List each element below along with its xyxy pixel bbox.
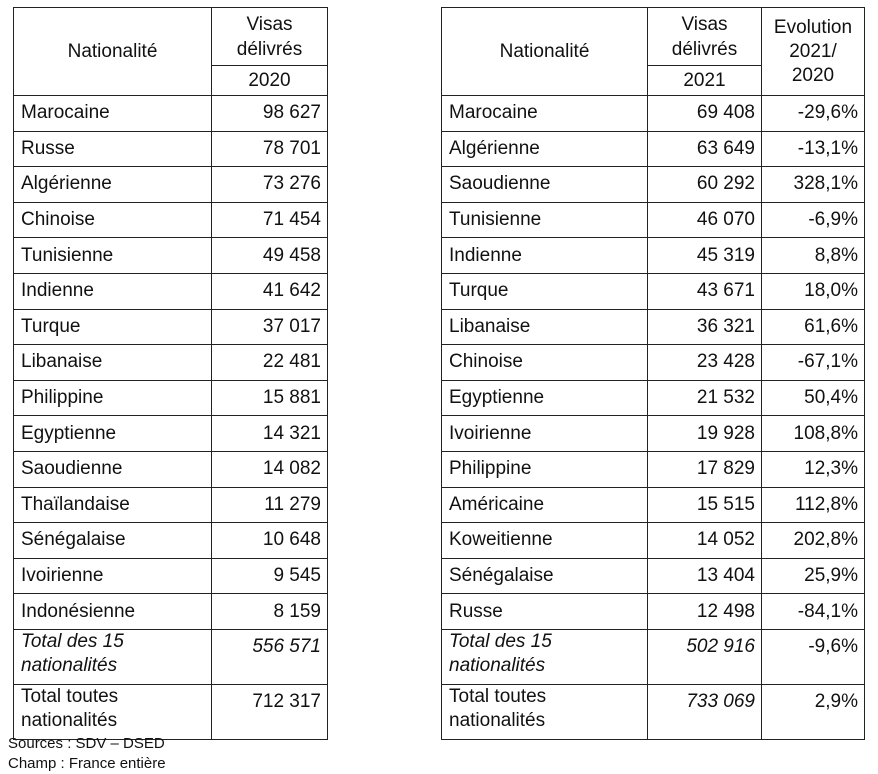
table-row (14, 273, 328, 309)
header-nationality: Nationalité (14, 8, 212, 96)
table-row (14, 380, 328, 416)
evolution-cell: -84,1% (762, 594, 865, 630)
header-visas: Visas délivrés (648, 8, 762, 66)
visas-cell: 19 928 (648, 416, 762, 452)
header-evolution: Evolution 2021/ 2020 (762, 8, 865, 96)
visas-cell: 73 276 (212, 167, 328, 203)
nationality-cell: Indienne (442, 238, 648, 274)
nationality-cell: Thaïlandaise (14, 487, 212, 523)
table-row (14, 167, 328, 203)
table-row (14, 309, 328, 345)
table-row (14, 558, 328, 594)
visas-cell: 14 052 (648, 523, 762, 559)
table-row (442, 416, 865, 452)
nationality-cell: Algérienne (442, 131, 648, 167)
visas-cell: 13 404 (648, 558, 762, 594)
visas-cell: 63 649 (648, 131, 762, 167)
table-row (14, 451, 328, 487)
evolution-cell: 12,3% (762, 451, 865, 487)
evolution-cell: 18,0% (762, 273, 865, 309)
header-year: 2021 (648, 66, 762, 96)
visas-cell: 49 458 (212, 238, 328, 274)
table-row (442, 345, 865, 381)
visas-cell: 9 545 (212, 558, 328, 594)
evolution-cell: 112,8% (762, 487, 865, 523)
nationality-cell: Libanaise (442, 309, 648, 345)
evolution-cell: 108,8% (762, 416, 865, 452)
visas-cell: 78 701 (212, 131, 328, 167)
scope-note: Champ : France entière (8, 755, 166, 772)
table-row (14, 238, 328, 274)
visas-cell: 36 321 (648, 309, 762, 345)
table-row (442, 202, 865, 238)
nationality-cell: Américaine (442, 487, 648, 523)
table-row (442, 594, 865, 630)
header-year: 2020 (212, 66, 328, 96)
total-all-label: Total toutes nationalités (14, 684, 212, 739)
visas-cell: 98 627 (212, 96, 328, 132)
visas-cell: 21 532 (648, 380, 762, 416)
total-15-label: Total des 15 nationalités (442, 629, 648, 684)
visas-cell: 60 292 (648, 167, 762, 203)
nationality-cell: Ivoirienne (442, 416, 648, 452)
nationality-cell: Chinoise (14, 202, 212, 238)
table-body (442, 96, 865, 630)
total-all-label: Total toutes nationalités (442, 684, 648, 739)
nationality-cell: Libanaise (14, 345, 212, 381)
table-row (442, 96, 865, 132)
nationality-cell: Russe (14, 131, 212, 167)
visas-cell: 37 017 (212, 309, 328, 345)
evolution-cell: 50,4% (762, 380, 865, 416)
table-row (14, 131, 328, 167)
total-all-value: 733 069 (648, 684, 762, 739)
nationality-cell: Russe (442, 594, 648, 630)
table-row (442, 309, 865, 345)
nationality-cell: Saoudienne (442, 167, 648, 203)
nationality-cell: Tunisienne (442, 202, 648, 238)
total-15-label: Total des 15 nationalités (14, 629, 212, 684)
total-15-evolution: -9,6% (762, 629, 865, 684)
visas-cell: 69 408 (648, 96, 762, 132)
visas-cell: 22 481 (212, 345, 328, 381)
table-row (442, 238, 865, 274)
visas-cell: 14 321 (212, 416, 328, 452)
nationality-cell: Turque (442, 273, 648, 309)
visas-cell: 17 829 (648, 451, 762, 487)
sources-note: Sources : SDV – DSED (8, 735, 165, 752)
visas-2020-table (13, 7, 328, 740)
nationality-cell: Marocaine (14, 96, 212, 132)
table-row (14, 523, 328, 559)
table-row (442, 558, 865, 594)
total-15-value: 502 916 (648, 629, 762, 684)
evolution-cell: 8,8% (762, 238, 865, 274)
nationality-cell: Turque (14, 309, 212, 345)
table-row (14, 345, 328, 381)
nationality-cell: Koweitienne (442, 523, 648, 559)
nationality-cell: Marocaine (442, 96, 648, 132)
evolution-cell: 202,8% (762, 523, 865, 559)
table-row (442, 273, 865, 309)
total-all-evolution: 2,9% (762, 684, 865, 739)
evolution-cell: 328,1% (762, 167, 865, 203)
table-row (442, 523, 865, 559)
visas-cell: 12 498 (648, 594, 762, 630)
table-row (442, 131, 865, 167)
evolution-cell: 25,9% (762, 558, 865, 594)
nationality-cell: Algérienne (14, 167, 212, 203)
nationality-cell: Egyptienne (14, 416, 212, 452)
nationality-cell: Sénégalaise (14, 523, 212, 559)
table-row (14, 202, 328, 238)
visas-cell: 46 070 (648, 202, 762, 238)
table-row (14, 487, 328, 523)
visas-cell: 14 082 (212, 451, 328, 487)
nationality-cell: Ivoirienne (14, 558, 212, 594)
visas-cell: 8 159 (212, 594, 328, 630)
header-visas: Visas délivrés (212, 8, 328, 66)
visas-cell: 43 671 (648, 273, 762, 309)
evolution-cell: -13,1% (762, 131, 865, 167)
visas-cell: 23 428 (648, 345, 762, 381)
nationality-cell: Egyptienne (442, 380, 648, 416)
table-row (14, 594, 328, 630)
table-body (14, 96, 328, 630)
visas-cell: 10 648 (212, 523, 328, 559)
footer-notes (8, 734, 166, 774)
nationality-cell: Indienne (14, 273, 212, 309)
table-row (442, 487, 865, 523)
nationality-cell: Philippine (442, 451, 648, 487)
visas-cell: 15 515 (648, 487, 762, 523)
table-row (442, 451, 865, 487)
evolution-cell: -67,1% (762, 345, 865, 381)
table-row (14, 96, 328, 132)
table-row (442, 380, 865, 416)
table-row (442, 167, 865, 203)
header-nationality: Nationalité (442, 8, 648, 96)
evolution-cell: -29,6% (762, 96, 865, 132)
evolution-cell: -6,9% (762, 202, 865, 238)
visas-cell: 41 642 (212, 273, 328, 309)
nationality-cell: Sénégalaise (442, 558, 648, 594)
visas-2021-table (441, 7, 865, 740)
visas-cell: 71 454 (212, 202, 328, 238)
nationality-cell: Tunisienne (14, 238, 212, 274)
nationality-cell: Indonésienne (14, 594, 212, 630)
nationality-cell: Saoudienne (14, 451, 212, 487)
visas-cell: 15 881 (212, 380, 328, 416)
evolution-cell: 61,6% (762, 309, 865, 345)
nationality-cell: Chinoise (442, 345, 648, 381)
visas-cell: 11 279 (212, 487, 328, 523)
visas-cell: 45 319 (648, 238, 762, 274)
total-all-value: 712 317 (212, 684, 328, 739)
table-row (14, 416, 328, 452)
nationality-cell: Philippine (14, 380, 212, 416)
total-15-value: 556 571 (212, 629, 328, 684)
